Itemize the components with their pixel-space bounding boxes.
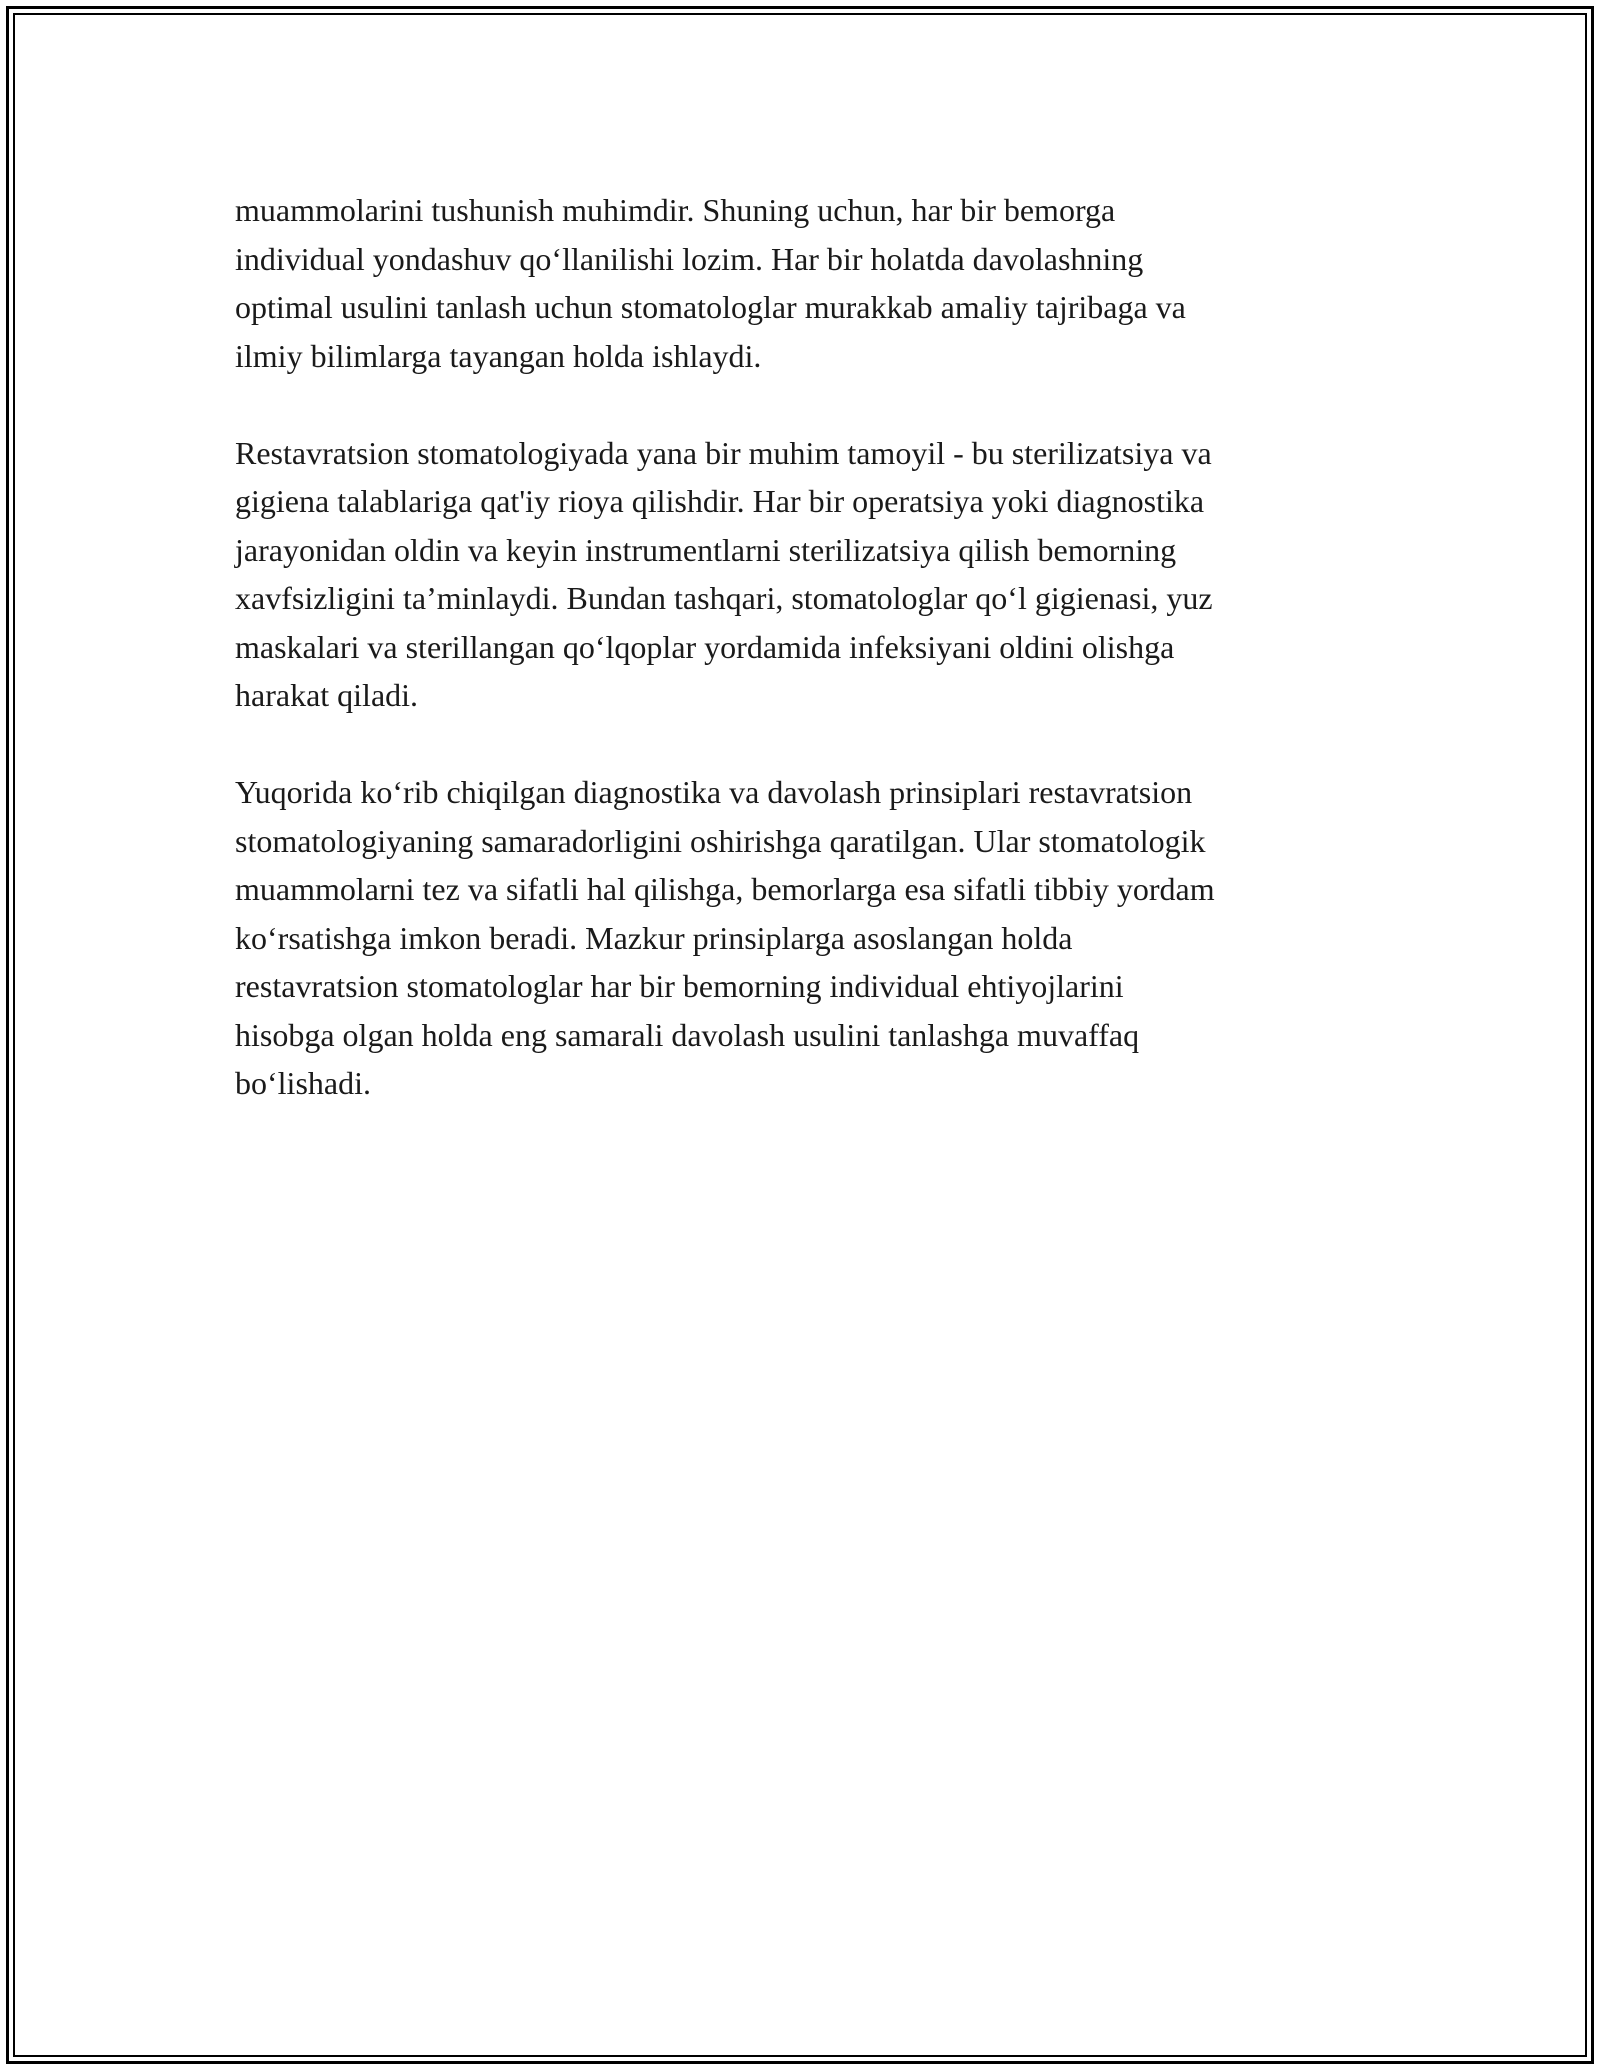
text-line: ilmiy bilimlarga tayangan holda ishlaydi. <box>235 337 762 374</box>
text-line: stomatologiyaning samaradorligini oshirishga qaratilgan. Ular stomatologik <box>235 822 1206 859</box>
text-line: muammolarini tushunish muhimdir. Shuning uchun, har bir bemorga <box>235 192 1116 228</box>
text-line: optimal usulini tanlash uchun stomatologlar murakkab amaliy tajribaga va <box>235 289 1186 325</box>
document-body <box>235 186 1385 1156</box>
text-line: ko‘rsatishga imkon beradi. Mazkur prinsiplarga asoslangan holda <box>235 919 1073 956</box>
text-line: muammolarni tez va sifatli hal qilishga, bemorlarga esa sifatli tibbiy yordam <box>235 871 1215 907</box>
text-line: Yuqorida ko‘rib chiqilgan diagnostika va davolash prinsiplari restavratsion <box>235 774 1193 810</box>
text-line: harakat qiladi. <box>235 677 419 713</box>
text-line: hisobga olgan holda eng samarali davolash usulini tanlashga muvaffaq <box>235 1016 1140 1053</box>
paragraph-1 <box>235 186 1385 380</box>
text-line: gigiena talablariga qat'iy rioya qilishdir. Har bir operatsiya yoki diagnostika <box>235 483 1205 519</box>
text-line: individual yondashuv qo‘llanilishi lozim. Har bir holatda davolashning <box>235 240 1144 277</box>
text-line: jarayonidan oldin va keyin instrumentlarni sterilizatsiya qilish bemorning <box>235 531 1177 568</box>
text-line: Restavratsion stomatologiyada yana bir muhim tamoyil - bu sterilizatsiya va <box>235 434 1212 471</box>
text-line: restavratsion stomatologlar har bir bemorning individual ehtiyojlarini <box>235 968 1124 1004</box>
paragraph-3 <box>235 768 1385 1108</box>
text-line: xavfsizligini ta’minlaydi. Bundan tashqari, stomatologlar qo‘l gigienasi, yuz <box>235 580 1213 616</box>
text-line: maskalari va sterillangan qo‘lqoplar yordamida infeksiyani oldini olishga <box>235 628 1175 665</box>
paragraph-2 <box>235 429 1385 720</box>
text-line: bo‘lishadi. <box>235 1065 371 1101</box>
